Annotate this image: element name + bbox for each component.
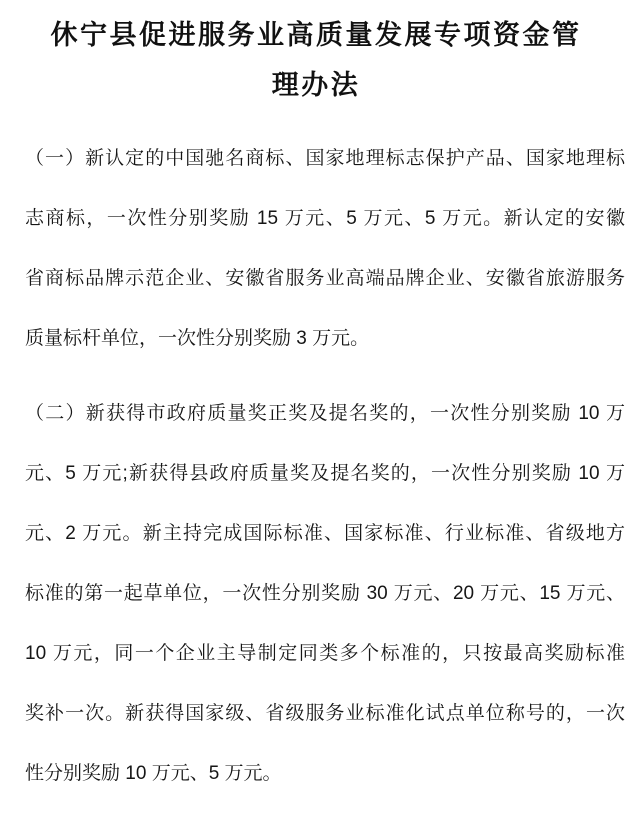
title-line-2: 理办法 <box>271 70 361 100</box>
text-line: 省商标品牌示范企业、安徽省服务业高端品牌企业、安徽省旅游服务 <box>25 268 625 289</box>
paragraph-2 <box>25 384 625 804</box>
text-line: （二）新获得市政府质量奖正奖及提名奖的，一次性分别奖励 10 万 <box>25 403 625 424</box>
text-line: 元、2 万元。新主持完成国际标准、国家标准、行业标准、省级地方 <box>25 523 625 544</box>
text-line: 元、5 万元;新获得县政府质量奖及提名奖的，一次性分别奖励 10 万 <box>25 463 625 484</box>
text-line: 10 万元，同一个企业主导制定同类多个标准的，只按最高奖励标准 <box>25 643 625 664</box>
document-title <box>0 10 632 110</box>
paragraph-1 <box>25 129 625 369</box>
text-line: 性分别奖励 10 万元、5 万元。 <box>25 763 282 784</box>
document-body <box>25 129 625 804</box>
text-line: 奖补一次。新获得国家级、省级服务业标准化试点单位称号的，一次 <box>25 703 625 724</box>
text-line: （一）新认定的中国驰名商标、国家地理标志保护产品、国家地理标 <box>25 148 625 169</box>
text-line: 质量标杆单位，一次性分别奖励 3 万元。 <box>25 328 370 349</box>
title-line-1: 休宁县促进服务业高质量发展专项资金管 <box>50 20 582 50</box>
text-line: 志商标，一次性分别奖励 15 万元、5 万元、5 万元。新认定的安徽 <box>25 208 625 229</box>
text-line: 标准的第一起草单位，一次性分别奖励 30 万元、20 万元、15 万元、 <box>25 583 625 604</box>
